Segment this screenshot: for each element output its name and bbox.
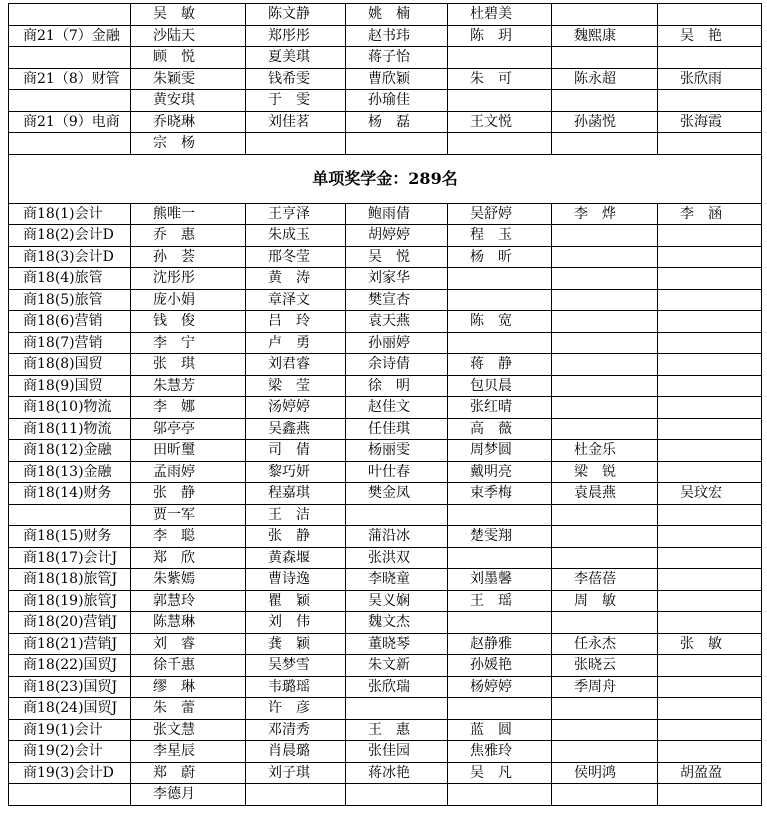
student-name-cell: 顾 悦 [131, 47, 246, 69]
student-name-cell [552, 90, 658, 112]
student-name-cell: 徐 明 [346, 375, 448, 397]
section-title: 单项奖学金：289名 [9, 154, 762, 203]
student-name-cell: 吴义娴 [346, 590, 448, 612]
student-name-cell: 韦璐瑶 [246, 676, 346, 698]
student-name-cell: 黄 涛 [246, 268, 346, 290]
student-name-cell [658, 246, 762, 268]
student-name-cell: 樊金凤 [346, 483, 448, 505]
student-name-cell [552, 504, 658, 526]
table-row [9, 111, 762, 133]
top-section [9, 4, 762, 155]
student-name-cell: 张红晴 [448, 397, 552, 419]
table-row [9, 612, 762, 634]
student-name-cell [658, 569, 762, 591]
class-name-cell: 商21（9）电商 [9, 111, 131, 133]
student-name-cell [346, 133, 448, 155]
student-name-cell [346, 504, 448, 526]
table-row [9, 590, 762, 612]
student-name-cell: 汤婷婷 [246, 397, 346, 419]
student-name-cell [658, 90, 762, 112]
student-name-cell [658, 332, 762, 354]
student-name-cell: 蒋 静 [448, 354, 552, 376]
student-name-cell: 李晓童 [346, 569, 448, 591]
class-name-cell: 商18(6)营销 [9, 311, 131, 333]
section-title-row [9, 154, 762, 203]
student-name-cell: 陈慧琳 [131, 612, 246, 634]
student-name-cell: 朱颖雯 [131, 68, 246, 90]
student-name-cell: 高 薇 [448, 418, 552, 440]
student-name-cell: 束季梅 [448, 483, 552, 505]
class-name-cell: 商18(24)国贸J [9, 698, 131, 720]
student-name-cell: 陈 宽 [448, 311, 552, 333]
student-name-cell: 杨婷婷 [448, 676, 552, 698]
student-name-cell: 袁晨燕 [552, 483, 658, 505]
student-name-cell [346, 784, 448, 806]
student-name-cell [658, 719, 762, 741]
student-name-cell: 刘家华 [346, 268, 448, 290]
student-name-cell: 姚 楠 [346, 4, 448, 26]
table-row [9, 90, 762, 112]
student-name-cell: 钱希雯 [246, 68, 346, 90]
student-name-cell: 黎巧妍 [246, 461, 346, 483]
class-name-cell: 商21（8）财管 [9, 68, 131, 90]
student-name-cell: 李蓓蓓 [552, 569, 658, 591]
student-name-cell [658, 784, 762, 806]
class-name-cell: 商18(8)国贸 [9, 354, 131, 376]
student-name-cell: 朱成玉 [246, 225, 346, 247]
student-name-cell: 曹诗逸 [246, 569, 346, 591]
student-name-cell: 王 洁 [246, 504, 346, 526]
class-name-cell: 商19(3)会计D [9, 762, 131, 784]
class-name-cell: 商18(23)国贸J [9, 676, 131, 698]
class-name-cell: 商18(2)会计D [9, 225, 131, 247]
student-name-cell [658, 375, 762, 397]
student-name-cell: 王亨泽 [246, 203, 346, 225]
table-row [9, 418, 762, 440]
student-name-cell: 楚雯翔 [448, 526, 552, 548]
student-name-cell: 张海霞 [658, 111, 762, 133]
student-name-cell: 程 玉 [448, 225, 552, 247]
table-row [9, 203, 762, 225]
table-row [9, 719, 762, 741]
student-name-cell [658, 289, 762, 311]
table-row [9, 311, 762, 333]
student-name-cell [658, 461, 762, 483]
student-name-cell: 贾一军 [131, 504, 246, 526]
student-name-cell: 张文慧 [131, 719, 246, 741]
table-row [9, 4, 762, 26]
student-name-cell [448, 268, 552, 290]
student-name-cell: 王 惠 [346, 719, 448, 741]
table-row [9, 762, 762, 784]
student-name-cell: 刘佳茗 [246, 111, 346, 133]
table-row [9, 225, 762, 247]
student-name-cell: 徐千惠 [131, 655, 246, 677]
student-name-cell: 肖晨璐 [246, 741, 346, 763]
student-name-cell: 黄安琪 [131, 90, 246, 112]
student-name-cell: 李 聪 [131, 526, 246, 548]
student-name-cell [448, 612, 552, 634]
student-name-cell: 杨 昕 [448, 246, 552, 268]
student-name-cell: 吴 艳 [658, 25, 762, 47]
table-row [9, 569, 762, 591]
table-row [9, 268, 762, 290]
student-name-cell: 孙菡悦 [552, 111, 658, 133]
student-name-cell [448, 47, 552, 69]
student-name-cell: 杨丽雯 [346, 440, 448, 462]
student-name-cell: 胡盈盈 [658, 762, 762, 784]
single-award-section [9, 203, 762, 805]
table-row [9, 440, 762, 462]
student-name-cell: 张欣瑞 [346, 676, 448, 698]
table-row [9, 676, 762, 698]
student-name-cell: 吴 敏 [131, 4, 246, 26]
student-name-cell: 任永杰 [552, 633, 658, 655]
class-name-cell: 商19(2)会计 [9, 741, 131, 763]
student-name-cell: 陈永超 [552, 68, 658, 90]
student-name-cell: 曹欣颖 [346, 68, 448, 90]
student-name-cell: 王 瑶 [448, 590, 552, 612]
student-name-cell: 沈彤彤 [131, 268, 246, 290]
student-name-cell: 刘君睿 [246, 354, 346, 376]
table-row [9, 504, 762, 526]
class-name-cell: 商18(5)旅管 [9, 289, 131, 311]
class-name-cell [9, 133, 131, 155]
student-name-cell: 李 娜 [131, 397, 246, 419]
student-name-cell: 季周舟 [552, 676, 658, 698]
table-row [9, 633, 762, 655]
table-row [9, 47, 762, 69]
class-name-cell: 商18(15)财务 [9, 526, 131, 548]
student-name-cell [552, 547, 658, 569]
student-name-cell [552, 332, 658, 354]
table-row [9, 375, 762, 397]
student-name-cell: 刘墨馨 [448, 569, 552, 591]
student-name-cell: 刘 睿 [131, 633, 246, 655]
student-name-cell: 蓝 圆 [448, 719, 552, 741]
student-name-cell: 龚 颖 [246, 633, 346, 655]
student-name-cell: 吴 悦 [346, 246, 448, 268]
student-name-cell: 蒲沿冰 [346, 526, 448, 548]
student-name-cell: 李 宁 [131, 332, 246, 354]
table-row [9, 526, 762, 548]
student-name-cell: 乔 惠 [131, 225, 246, 247]
student-name-cell: 邓清秀 [246, 719, 346, 741]
class-name-cell: 商18(11)物流 [9, 418, 131, 440]
student-name-cell: 刘子琪 [246, 762, 346, 784]
student-name-cell: 卢 勇 [246, 332, 346, 354]
table-row [9, 547, 762, 569]
student-name-cell: 张晓云 [552, 655, 658, 677]
student-name-cell: 梁 锐 [552, 461, 658, 483]
student-name-cell: 张 敏 [658, 633, 762, 655]
student-name-cell: 吴舒婷 [448, 203, 552, 225]
student-name-cell [658, 590, 762, 612]
student-name-cell: 瞿 颖 [246, 590, 346, 612]
student-name-cell: 任佳琪 [346, 418, 448, 440]
student-name-cell [658, 440, 762, 462]
student-name-cell: 孟雨婷 [131, 461, 246, 483]
student-name-cell: 张 静 [131, 483, 246, 505]
student-name-cell: 杨 磊 [346, 111, 448, 133]
table-row [9, 25, 762, 47]
student-name-cell: 沙陆天 [131, 25, 246, 47]
student-name-cell [658, 526, 762, 548]
class-name-cell: 商18(13)金融 [9, 461, 131, 483]
student-name-cell: 朱文新 [346, 655, 448, 677]
student-name-cell [658, 4, 762, 26]
student-name-cell: 李 涵 [658, 203, 762, 225]
table-row [9, 289, 762, 311]
student-name-cell: 吕 玲 [246, 311, 346, 333]
section-header [9, 154, 762, 203]
student-name-cell: 邬亭亭 [131, 418, 246, 440]
student-name-cell: 包贝晨 [448, 375, 552, 397]
student-name-cell: 章泽文 [246, 289, 346, 311]
student-name-cell [658, 268, 762, 290]
student-name-cell [552, 719, 658, 741]
student-name-cell: 熊唯一 [131, 203, 246, 225]
class-name-cell [9, 784, 131, 806]
class-name-cell [9, 4, 131, 26]
student-name-cell: 司 倩 [246, 440, 346, 462]
class-name-cell: 商18(20)营销J [9, 612, 131, 634]
student-name-cell: 侯明鸿 [552, 762, 658, 784]
student-name-cell: 夏美琪 [246, 47, 346, 69]
student-name-cell [246, 784, 346, 806]
student-name-cell: 朱 可 [448, 68, 552, 90]
student-name-cell: 郑 蔚 [131, 762, 246, 784]
student-name-cell: 周梦圆 [448, 440, 552, 462]
student-name-cell [658, 504, 762, 526]
student-name-cell [552, 741, 658, 763]
student-name-cell [552, 418, 658, 440]
student-name-cell [658, 225, 762, 247]
student-name-cell [658, 397, 762, 419]
student-name-cell: 朱慧芳 [131, 375, 246, 397]
student-name-cell [448, 547, 552, 569]
student-name-cell [448, 289, 552, 311]
student-name-cell: 余诗倩 [346, 354, 448, 376]
student-name-cell: 李德月 [131, 784, 246, 806]
student-name-cell [552, 47, 658, 69]
student-name-cell: 戴明亮 [448, 461, 552, 483]
student-name-cell: 吴梦雪 [246, 655, 346, 677]
student-name-cell [658, 311, 762, 333]
student-name-cell: 魏文杰 [346, 612, 448, 634]
student-name-cell: 郑 欣 [131, 547, 246, 569]
student-name-cell: 宗 杨 [131, 133, 246, 155]
table-row [9, 133, 762, 155]
class-name-cell: 商18(22)国贸J [9, 655, 131, 677]
class-name-cell: 商19(1)会计 [9, 719, 131, 741]
student-name-cell [552, 133, 658, 155]
student-name-cell [552, 246, 658, 268]
table-row [9, 655, 762, 677]
student-name-cell [448, 90, 552, 112]
student-name-cell [552, 225, 658, 247]
student-name-cell: 魏熙康 [552, 25, 658, 47]
table-row [9, 332, 762, 354]
student-name-cell: 叶仕春 [346, 461, 448, 483]
student-name-cell: 程嘉琪 [246, 483, 346, 505]
student-name-cell: 李 烨 [552, 203, 658, 225]
student-name-cell: 王文悦 [448, 111, 552, 133]
student-name-cell: 黄森堰 [246, 547, 346, 569]
scholarship-table [8, 3, 762, 806]
student-name-cell: 赵佳文 [346, 397, 448, 419]
class-name-cell: 商18(17)会计J [9, 547, 131, 569]
student-name-cell: 董晓琴 [346, 633, 448, 655]
student-name-cell: 杜金乐 [552, 440, 658, 462]
student-name-cell [658, 655, 762, 677]
table-row [9, 246, 762, 268]
student-name-cell: 张 静 [246, 526, 346, 548]
student-name-cell [552, 784, 658, 806]
class-name-cell: 商18(12)金融 [9, 440, 131, 462]
student-name-cell [552, 375, 658, 397]
class-name-cell: 商18(4)旅管 [9, 268, 131, 290]
student-name-cell: 蒋子怡 [346, 47, 448, 69]
student-name-cell: 庞小娟 [131, 289, 246, 311]
student-name-cell: 孙丽婷 [346, 332, 448, 354]
table-row [9, 354, 762, 376]
student-name-cell: 焦雅玲 [448, 741, 552, 763]
student-name-cell: 梁 莹 [246, 375, 346, 397]
student-name-cell: 陈 玥 [448, 25, 552, 47]
student-name-cell: 周 敏 [552, 590, 658, 612]
student-name-cell [658, 418, 762, 440]
student-name-cell [448, 133, 552, 155]
student-name-cell [552, 612, 658, 634]
table-row [9, 698, 762, 720]
student-name-cell [552, 354, 658, 376]
student-name-cell [658, 547, 762, 569]
student-name-cell: 李星辰 [131, 741, 246, 763]
student-name-cell: 鲍雨倩 [346, 203, 448, 225]
class-name-cell: 商18(9)国贸 [9, 375, 131, 397]
class-name-cell: 商18(18)旅管J [9, 569, 131, 591]
class-name-cell: 商18(1)会计 [9, 203, 131, 225]
student-name-cell: 于 雯 [246, 90, 346, 112]
student-name-cell: 孙 荟 [131, 246, 246, 268]
class-name-cell: 商18(14)财务 [9, 483, 131, 505]
student-name-cell: 邢冬莹 [246, 246, 346, 268]
student-name-cell [346, 698, 448, 720]
class-name-cell: 商18(19)旅管J [9, 590, 131, 612]
class-name-cell [9, 47, 131, 69]
student-name-cell: 刘 伟 [246, 612, 346, 634]
student-name-cell [552, 268, 658, 290]
student-name-cell: 张佳园 [346, 741, 448, 763]
class-name-cell: 商18(7)营销 [9, 332, 131, 354]
student-name-cell: 朱 蕾 [131, 698, 246, 720]
student-name-cell [658, 698, 762, 720]
table-row [9, 784, 762, 806]
class-name-cell: 商18(21)营销J [9, 633, 131, 655]
student-name-cell [658, 354, 762, 376]
student-name-cell: 张 琪 [131, 354, 246, 376]
class-name-cell [9, 504, 131, 526]
student-name-cell: 孙媛艳 [448, 655, 552, 677]
student-name-cell [658, 133, 762, 155]
student-name-cell [448, 698, 552, 720]
student-name-cell: 乔晓琳 [131, 111, 246, 133]
student-name-cell: 杜碧美 [448, 4, 552, 26]
class-name-cell: 商18(10)物流 [9, 397, 131, 419]
student-name-cell: 樊宣杏 [346, 289, 448, 311]
student-name-cell [552, 311, 658, 333]
table-row [9, 483, 762, 505]
student-name-cell [552, 698, 658, 720]
student-name-cell: 赵静雅 [448, 633, 552, 655]
student-name-cell: 袁天燕 [346, 311, 448, 333]
table-row [9, 397, 762, 419]
table-row [9, 68, 762, 90]
table-row [9, 741, 762, 763]
class-name-cell [9, 90, 131, 112]
student-name-cell: 孙瑜佳 [346, 90, 448, 112]
student-name-cell: 陈文静 [246, 4, 346, 26]
student-name-cell [658, 612, 762, 634]
student-name-cell [658, 676, 762, 698]
class-name-cell: 商18(3)会计D [9, 246, 131, 268]
student-name-cell: 许 彦 [246, 698, 346, 720]
student-name-cell [552, 289, 658, 311]
student-name-cell [246, 133, 346, 155]
student-name-cell: 吴 凡 [448, 762, 552, 784]
student-name-cell [448, 784, 552, 806]
student-name-cell [552, 526, 658, 548]
student-name-cell [448, 504, 552, 526]
table-row [9, 461, 762, 483]
student-name-cell: 赵书玮 [346, 25, 448, 47]
student-name-cell: 胡婷婷 [346, 225, 448, 247]
student-name-cell: 吴鑫燕 [246, 418, 346, 440]
student-name-cell: 田昕璽 [131, 440, 246, 462]
student-name-cell: 缪 琳 [131, 676, 246, 698]
student-name-cell: 张洪双 [346, 547, 448, 569]
student-name-cell: 朱紫嫣 [131, 569, 246, 591]
student-name-cell [552, 397, 658, 419]
student-name-cell: 张欣雨 [658, 68, 762, 90]
student-name-cell: 郑彤彤 [246, 25, 346, 47]
student-name-cell: 蒋冰艳 [346, 762, 448, 784]
student-name-cell [448, 332, 552, 354]
student-name-cell [658, 47, 762, 69]
student-name-cell: 郭慧玲 [131, 590, 246, 612]
student-name-cell [658, 741, 762, 763]
student-name-cell: 吴玟宏 [658, 483, 762, 505]
student-name-cell [552, 4, 658, 26]
student-name-cell: 钱 俊 [131, 311, 246, 333]
class-name-cell: 商21（7）金融 [9, 25, 131, 47]
